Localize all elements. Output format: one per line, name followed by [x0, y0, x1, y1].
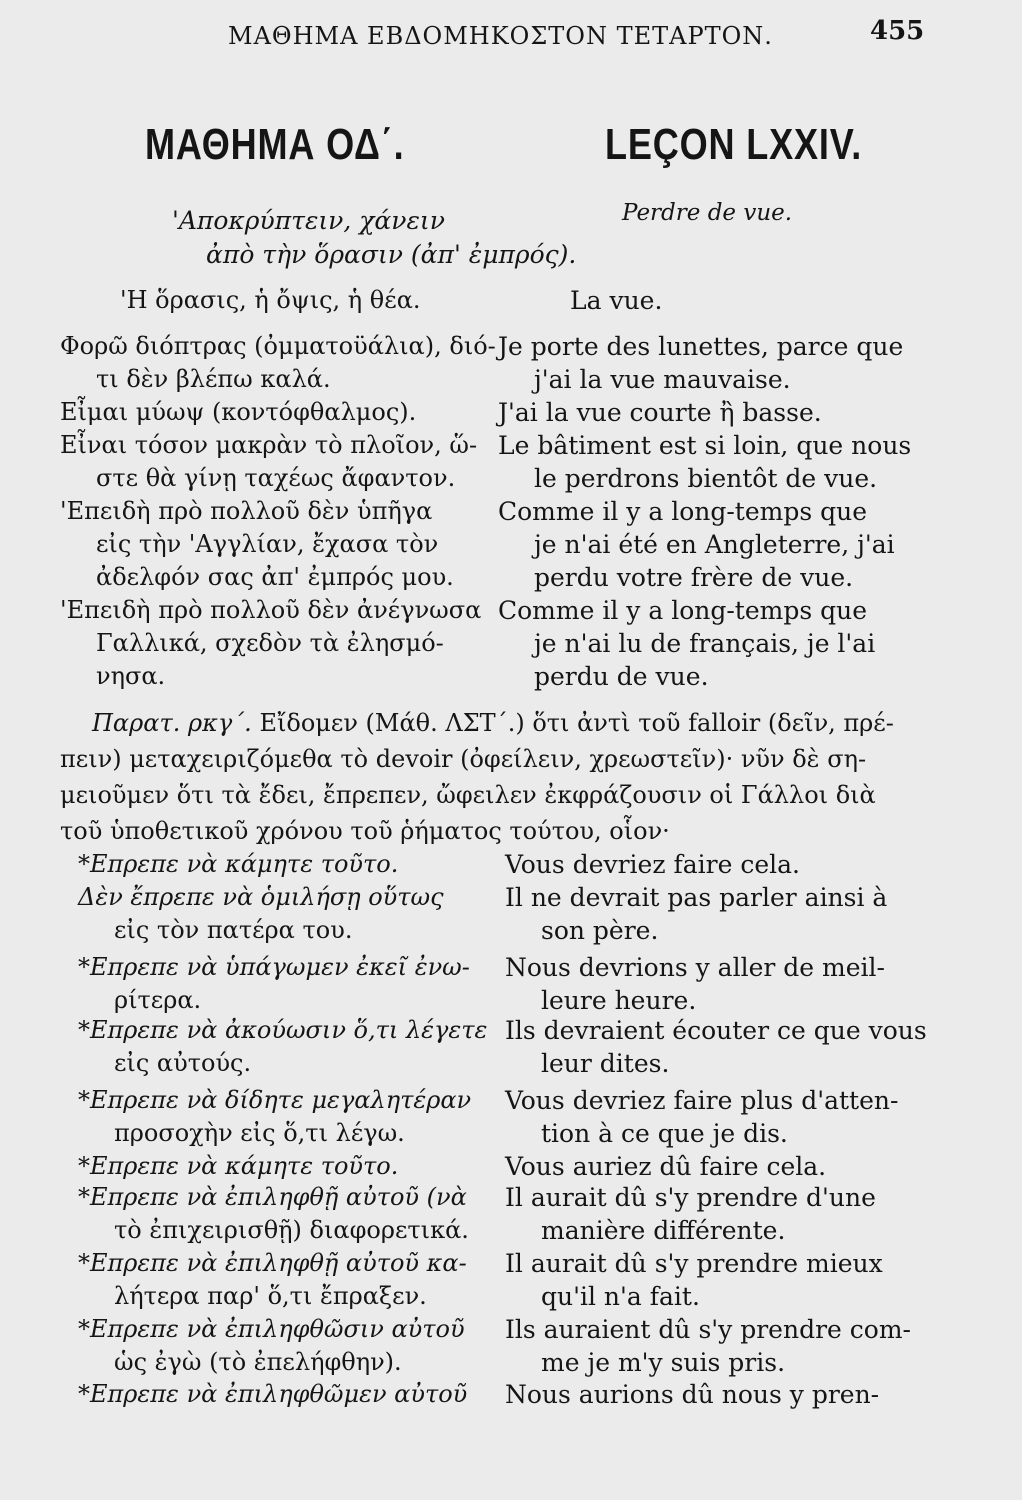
greek-text: [120, 284, 550, 317]
greek-line: προσοχὴν εἰς ὅ,τι λέγω.: [114, 1119, 405, 1147]
greek-line: νησα.: [96, 662, 166, 690]
greek-text: [78, 1014, 508, 1080]
remark-line: τοῦ ὑποθετικοῦ χρόνου τοῦ ῥήματος τούτου, οἷον·: [60, 817, 670, 845]
greek-text: [60, 330, 496, 396]
greek-line: εἰς αὐτούς.: [114, 1049, 252, 1077]
greek-line: 'Επειδὴ πρὸ πολλοῦ δὲν ὑπῆγα: [60, 497, 433, 525]
greek-line: ρίτερα.: [114, 986, 202, 1014]
topic-greek-line1: 'Αποκρύπτειν, χάνειν: [172, 206, 445, 235]
greek-line: *Επρεπε νὰ ἐπιληφθῇ αὐτοῦ κα-: [78, 1249, 467, 1277]
remark-paragraph: [60, 705, 937, 849]
greek-line: ὡς ἐγὼ (τὸ ἐπελήφθην).: [114, 1348, 402, 1376]
greek-text: [78, 1247, 508, 1313]
french-line: son père.: [541, 916, 659, 945]
topic-greek-line2: ἀπὸ τὴν ὅρασιν (ἀπ' ἐμπρός).: [206, 240, 577, 269]
french-line: leure heure.: [541, 986, 697, 1015]
greek-line: τὸ ἐπιχειρισθῇ) διαφορετικά.: [114, 1216, 469, 1244]
french-line: Ils auraient dû s'y prendre com-: [505, 1315, 911, 1344]
french-text: [505, 1378, 937, 1411]
remark-line: πειν) μεταχειριζόμεθα τὸ devoir (ὀφείλειν, χρεωστεῖν)· νῦν δὲ ση-: [60, 745, 867, 773]
french-line: Vous auriez dû faire cela.: [505, 1152, 827, 1181]
greek-line: εἰς τὸν πατέρα του.: [114, 916, 353, 944]
french-text: [498, 495, 930, 594]
french-line: Ils devraient écouter ce que vous: [505, 1016, 927, 1045]
greek-text: [78, 1084, 508, 1150]
greek-line: 'Επειδὴ πρὸ πολλοῦ δὲν ἀνέγνωσα: [60, 596, 482, 624]
french-line: Il aurait dû s'y prendre mieux: [505, 1249, 883, 1278]
greek-text: [78, 1150, 508, 1183]
french-line: Le bâtiment est si loin, que nous: [498, 431, 912, 460]
greek-line: *Επρεπε νὰ δίδητε μεγαλητέραν: [78, 1086, 472, 1114]
french-line: tion à ce que je dis.: [541, 1119, 788, 1148]
running-title: ΜΑΘΗΜΑ ΕΒΔΟΜΗΚΟΣΤΟΝ ΤΕΤΑΡΤΟΝ.: [228, 22, 773, 50]
french-line: Vous devriez faire plus d'atten-: [505, 1086, 899, 1115]
french-line: Comme il y a long-temps que: [498, 497, 868, 526]
french-text: [498, 594, 930, 693]
french-text: [505, 1247, 937, 1313]
greek-line: εἰς τὴν 'Αγγλίαν, ἔχασα τὸν: [96, 530, 439, 558]
french-line: je n'ai lu de français, je l'ai: [534, 629, 876, 658]
french-line: Vous devriez faire cela.: [505, 850, 800, 879]
french-text: [505, 1150, 937, 1183]
greek-text: [78, 848, 508, 881]
greek-line: Φορῶ διόπτρας (ὀμματοϋάλια), διό-: [60, 332, 496, 360]
greek-line: Γαλλικά, σχεδὸν τὰ ἐλησμό-: [96, 629, 444, 657]
remark-label: Παρατ. ρκγ΄.: [92, 709, 252, 737]
greek-line: *Επρεπε νὰ ἐπιληφθῶμεν αὐτοῦ: [78, 1380, 468, 1408]
topic-french: Perdre de vue.: [622, 200, 793, 226]
french-line: J'ai la vue courte ἢ basse.: [498, 398, 822, 427]
lesson-headings: [0, 120, 1022, 190]
greek-line: Εἶμαι μύωψ (κοντόφθαλμος).: [60, 398, 417, 426]
greek-line: Δὲν ἔπρεπε νὰ ὁμιλήσῃ οὕτως: [78, 883, 444, 911]
greek-line: *Επρεπε νὰ ἐπιληφθῶσιν αὐτοῦ: [78, 1315, 465, 1343]
french-text: [570, 284, 1002, 317]
page-number: 455: [870, 16, 925, 46]
french-text: [505, 951, 937, 1017]
french-text: [498, 429, 930, 495]
greek-text: [78, 881, 508, 947]
french-line: me je m'y suis pris.: [541, 1348, 786, 1377]
greek-text: [78, 1378, 508, 1411]
greek-text: [60, 396, 490, 429]
french-text: [498, 396, 930, 429]
remark-text: Εἴδομεν (Μάθ. ΛΣΤ΄.) ὅτι ἀντὶ τοῦ falloir (δεῖν, πρέ-: [259, 709, 894, 737]
french-text: [505, 1313, 937, 1379]
greek-line: *Επρεπε νὰ ἐπιληφθῇ αὐτοῦ (νὰ: [78, 1183, 467, 1211]
french-text: [505, 1014, 937, 1080]
french-text: [505, 881, 937, 947]
french-line: Il ne devrait pas parler ainsi à: [505, 883, 888, 912]
greek-text: [60, 495, 490, 594]
remark-line: [92, 705, 937, 741]
greek-text: [78, 1313, 508, 1379]
french-line: Il aurait dû s'y prendre d'une: [505, 1183, 876, 1212]
french-line: Je porte des lunettes, parce que: [498, 332, 904, 361]
french-line: qu'il n'a fait.: [541, 1282, 700, 1311]
running-header: [0, 12, 1022, 60]
greek-line: λήτερα παρ' ὅ,τι ἔπραξεν.: [114, 1282, 427, 1310]
french-line: perdu de vue.: [534, 662, 709, 691]
greek-text: [78, 1181, 508, 1247]
french-line: Nous aurions dû nous y pren-: [505, 1380, 880, 1409]
greek-line: τι δὲν βλέπω καλά.: [96, 365, 331, 393]
french-line: leur dites.: [541, 1049, 670, 1078]
greek-text: [60, 594, 490, 693]
french-line: je n'ai été en Angleterre, j'ai: [534, 530, 895, 559]
greek-text: [60, 429, 490, 495]
greek-line: ἀδελφόν σας ἀπ' ἐμπρός μου.: [96, 563, 454, 591]
greek-line: Εἶναι τόσον μακρὰν τὸ πλοῖον, ὥ-: [60, 431, 478, 459]
french-line: perdu votre frère de vue.: [534, 563, 854, 592]
french-line: j'ai la vue mauvaise.: [534, 365, 791, 394]
greek-lesson-title: ΜΑΘΗΜΑ ΟΔ΄.: [145, 120, 405, 169]
french-line: La vue.: [570, 286, 663, 315]
french-line: Comme il y a long-temps que: [498, 596, 868, 625]
remark-line: μειοῦμεν ὅτι τὰ ἔδει, ἔπρεπεν, ὤφειλεν ἐκφράζουσιν οἱ Γάλλοι διὰ: [60, 781, 876, 809]
greek-line: *Επρεπε νὰ ἀκούωσιν ὅ,τι λέγετε: [78, 1016, 488, 1044]
french-text: [505, 848, 937, 881]
french-text: [498, 330, 930, 396]
french-text: [505, 1181, 937, 1247]
french-line: le perdrons bientôt de vue.: [534, 464, 878, 493]
greek-line: *Επρεπε νὰ ὑπάγωμεν ἐκεῖ ἐνω-: [78, 953, 470, 981]
french-lesson-title: LEÇON LXXIV.: [605, 120, 863, 169]
french-line: manière différente.: [541, 1216, 786, 1245]
greek-line: στε θὰ γίνῃ ταχέως ἄφαντον.: [96, 464, 456, 492]
greek-line: *Επρεπε νὰ κάμητε τοῦτο.: [78, 1152, 399, 1180]
french-line: Nous devrions y aller de meil-: [505, 953, 885, 982]
greek-text: [78, 951, 508, 1017]
greek-line: *Επρεπε νὰ κάμητε τοῦτο.: [78, 850, 399, 878]
greek-line: 'Η ὅρασις, ἡ ὄψις, ἡ θέα.: [120, 286, 421, 314]
french-text: [505, 1084, 937, 1150]
